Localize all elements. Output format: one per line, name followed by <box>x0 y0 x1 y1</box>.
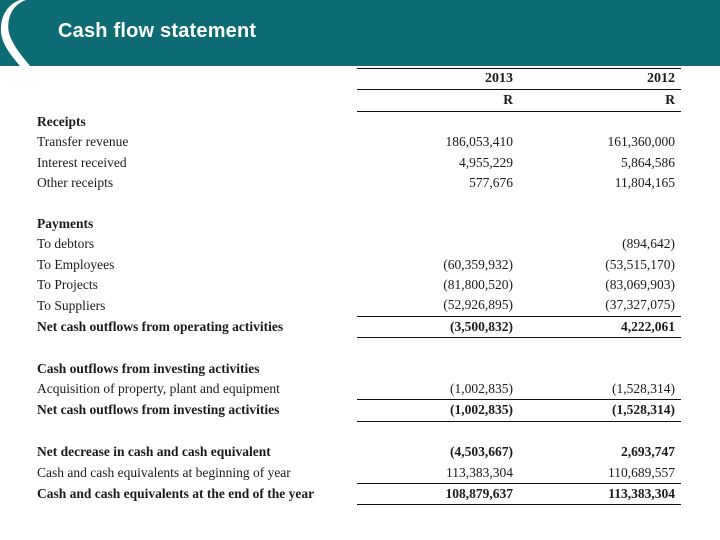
empty-cell <box>519 338 681 359</box>
table-row <box>31 379 681 400</box>
summary-value-2012: 113,383,304 <box>519 484 681 505</box>
summary-row <box>31 484 681 505</box>
row-value-2013: (81,800,520) <box>443 277 513 293</box>
summary-row <box>31 463 681 484</box>
header-blank-cell <box>31 69 357 90</box>
column-header-2013: 2013 <box>357 69 519 90</box>
header-banner <box>0 0 720 66</box>
row-label: Acquisition of property, plant and equipment <box>37 381 280 397</box>
column-currency-2013: R <box>357 90 519 111</box>
row-value-2012: 11,804,165 <box>614 175 675 191</box>
table-header-years <box>31 69 681 90</box>
banner-swoosh-decoration <box>0 0 46 66</box>
section-heading-receipts: Receipts <box>37 113 86 129</box>
row-value-2013: (52,926,895) <box>357 295 519 316</box>
currency-blank-cell <box>31 90 357 111</box>
row-value-2013: 4,955,229 <box>459 154 513 170</box>
table-row <box>31 173 681 193</box>
table-row <box>31 132 681 152</box>
column-currency-2012: R <box>519 90 681 111</box>
row-value-2012: (83,069,903) <box>605 277 675 293</box>
section-heading-payments: Payments <box>37 215 94 231</box>
empty-cell <box>357 505 519 526</box>
empty-cell <box>31 421 357 442</box>
spacer-row <box>31 338 681 359</box>
table-row <box>31 153 681 173</box>
empty-cell <box>357 338 519 359</box>
empty-cell <box>357 359 519 379</box>
empty-cell <box>519 359 681 379</box>
table-row <box>31 275 681 295</box>
row-label: Transfer revenue <box>37 134 129 150</box>
total-value-2013: (1,002,835) <box>357 400 519 421</box>
row-label: To Projects <box>37 277 98 293</box>
empty-cell <box>357 421 519 442</box>
cash-flow-statement-table <box>31 68 681 523</box>
section-heading-row <box>31 111 681 132</box>
table-row <box>31 255 681 275</box>
empty-cell <box>519 193 681 213</box>
summary-value-2013: 113,383,304 <box>357 463 519 484</box>
row-label: To Suppliers <box>37 297 106 313</box>
summary-value-2012: 110,689,557 <box>519 463 681 484</box>
summary-row <box>31 442 681 462</box>
empty-cell <box>31 505 357 526</box>
summary-value-2012: 2,693,747 <box>621 444 675 460</box>
section-total-row <box>31 316 681 337</box>
total-value-2012: (1,528,314) <box>519 400 681 421</box>
empty-cell <box>31 193 357 213</box>
table-row <box>31 295 681 316</box>
section-total-row <box>31 400 681 421</box>
total-value-2013: (3,500,832) <box>357 316 519 337</box>
total-value-2012: 4,222,061 <box>519 316 681 337</box>
row-value-2012: 161,360,000 <box>607 134 675 150</box>
row-value-2013 <box>357 234 519 254</box>
row-value-2012: (894,642) <box>622 236 675 252</box>
empty-cell <box>519 111 681 132</box>
row-value-2013: (60,359,932) <box>443 256 513 272</box>
empty-cell <box>31 338 357 359</box>
summary-value-2013: (4,503,667) <box>450 444 513 460</box>
empty-cell <box>357 111 519 132</box>
row-value-2013: 577,676 <box>469 175 513 191</box>
summary-value-2013: 108,879,637 <box>357 484 519 505</box>
row-value-2012: 5,864,586 <box>621 154 675 170</box>
section-heading-row <box>31 214 681 234</box>
total-label-operating: Net cash outflows from operating activities <box>37 318 284 334</box>
empty-cell <box>519 214 681 234</box>
spacer-row <box>31 421 681 442</box>
row-label: To debtors <box>37 236 95 252</box>
spacer-row <box>31 193 681 213</box>
row-label: Interest received <box>37 154 127 170</box>
summary-label-ending-balance: Cash and cash equivalents at the end of the year <box>37 486 315 502</box>
summary-label-net-decrease: Net decrease in cash and cash equivalent <box>37 444 271 460</box>
total-label-investing: Net cash outflows from investing activities <box>37 402 280 418</box>
row-value-2012: (53,515,170) <box>605 256 675 272</box>
empty-cell <box>357 193 519 213</box>
section-heading-row <box>31 359 681 379</box>
empty-cell <box>357 214 519 234</box>
table-header-currency <box>31 90 681 111</box>
empty-cell <box>519 421 681 442</box>
page-title: Cash flow statement <box>58 20 257 42</box>
column-header-2012: 2012 <box>519 69 681 90</box>
row-label: Other receipts <box>37 175 114 191</box>
row-value-2012: (37,327,075) <box>519 295 681 316</box>
empty-cell <box>519 505 681 526</box>
table-row <box>31 234 681 254</box>
summary-label-beginning-balance: Cash and cash equivalents at beginning of year <box>37 464 291 480</box>
statement-table <box>31 68 681 526</box>
row-value-2013: (1,002,835) <box>357 379 519 400</box>
row-label: To Employees <box>37 256 115 272</box>
spacer-row <box>31 505 681 526</box>
section-heading-investing: Cash outflows from investing activities <box>37 360 260 376</box>
row-value-2013: 186,053,410 <box>445 134 513 150</box>
row-value-2012: (1,528,314) <box>519 379 681 400</box>
